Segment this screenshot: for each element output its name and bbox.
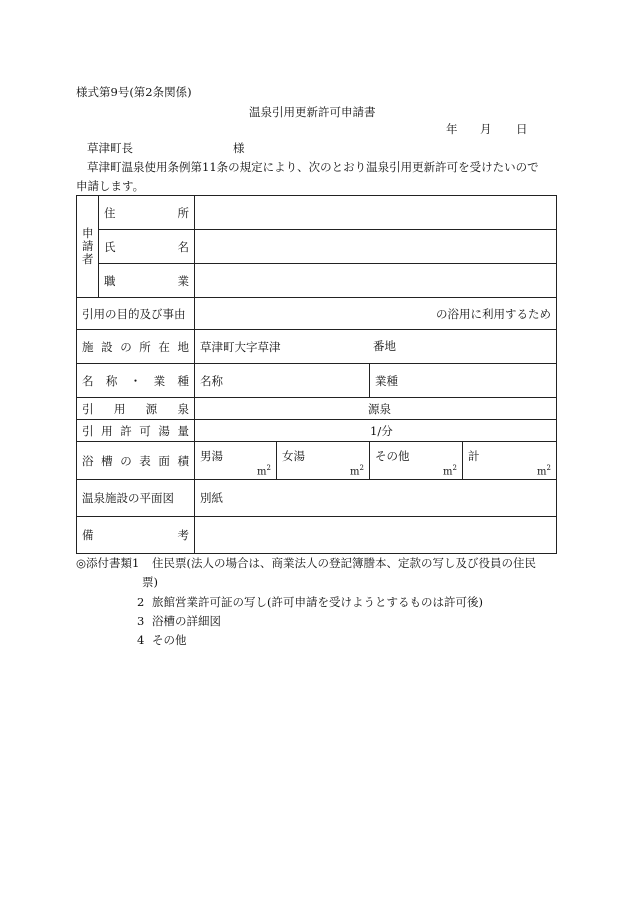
unit-text: m bbox=[537, 466, 547, 477]
volume-value: 1/分 bbox=[370, 423, 393, 438]
name-label-a: 氏 bbox=[104, 239, 116, 254]
attachments-heading: ◎添付書類1 bbox=[76, 556, 140, 570]
attachment-3-num: 3 bbox=[137, 614, 145, 628]
volume-char-6: 量 bbox=[177, 423, 189, 438]
purpose-label: 引用の目的及び事由 bbox=[77, 298, 195, 330]
bath-total-cell[interactable] bbox=[463, 442, 557, 480]
name-label-b: 名 bbox=[177, 239, 189, 254]
bath-men-label: 男湯 bbox=[200, 449, 223, 463]
bath-char-5: 面 bbox=[158, 453, 170, 468]
facility-type-label: 業種 bbox=[375, 373, 398, 388]
volume-label-cell bbox=[77, 420, 195, 442]
location-value: 草津町大字草津 bbox=[200, 339, 281, 354]
volume-row bbox=[77, 420, 557, 442]
name-type-char-4: 業 bbox=[153, 373, 166, 388]
unit-text: m bbox=[443, 466, 453, 477]
bath-women-unit bbox=[350, 464, 364, 477]
unit-sup: 2 bbox=[359, 463, 364, 472]
name-type-label-cell bbox=[77, 364, 195, 398]
bath-area-label-cell bbox=[77, 442, 195, 480]
applicant-occupation-row bbox=[77, 264, 557, 298]
bath-char-6: 積 bbox=[177, 453, 189, 468]
attachment-4-text: その他 bbox=[152, 633, 187, 647]
volume-value-cell[interactable] bbox=[195, 420, 557, 442]
remarks-label-cell bbox=[77, 517, 195, 554]
volume-char-1: 引 bbox=[82, 423, 94, 438]
unit-sup: 2 bbox=[546, 463, 551, 472]
applicant-address-row bbox=[77, 196, 557, 230]
name-type-char-1: 名 bbox=[82, 373, 94, 388]
attachment-2-num: 2 bbox=[137, 595, 145, 609]
bath-char-3: の bbox=[120, 453, 132, 468]
unit-text: m bbox=[257, 466, 267, 477]
remarks-char-2: 考 bbox=[177, 528, 189, 542]
date-day: 日 bbox=[516, 122, 528, 136]
facility-name-label: 名称 bbox=[200, 373, 223, 388]
location-label-cell bbox=[77, 330, 195, 364]
facility-type-cell[interactable] bbox=[370, 364, 557, 398]
date-year: 年 bbox=[446, 122, 458, 136]
applicant-label-char-1: 申 bbox=[82, 225, 94, 240]
attachment-3-text: 浴槽の詳細図 bbox=[152, 614, 221, 628]
remarks-input[interactable] bbox=[195, 517, 557, 554]
address-label-cell bbox=[99, 196, 195, 230]
facility-name-cell[interactable] bbox=[195, 364, 370, 398]
occupation-label-cell bbox=[99, 264, 195, 298]
name-type-char-3: ・ bbox=[129, 373, 142, 388]
location-char-5: 在 bbox=[158, 339, 170, 354]
source-char-3: 源 bbox=[145, 401, 158, 416]
occupation-label-b: 業 bbox=[177, 273, 189, 288]
volume-label bbox=[82, 423, 189, 439]
volume-char-3: 許 bbox=[120, 423, 132, 438]
location-char-1: 施 bbox=[82, 339, 94, 354]
bath-men-unit bbox=[257, 464, 271, 477]
source-value-cell[interactable] bbox=[195, 398, 557, 420]
lot-label: 番地 bbox=[373, 339, 396, 353]
intro-line-1: 草津町温泉使用条例第11条の規定により、次のとおり温泉引用更新許可を受けたいので bbox=[87, 160, 539, 174]
applicant-label-char-2: 請 bbox=[82, 238, 94, 253]
location-value-cell[interactable] bbox=[195, 330, 557, 364]
name-type-label bbox=[82, 373, 189, 389]
bath-men-cell[interactable] bbox=[195, 442, 277, 480]
source-row bbox=[77, 398, 557, 420]
floor-plan-value[interactable]: 別紙 bbox=[195, 480, 557, 517]
address-label-b: 所 bbox=[177, 205, 189, 220]
bath-area-row bbox=[77, 442, 557, 480]
form-number: 様式第9号(第2条関係) bbox=[76, 85, 192, 99]
applicant-label-char-3: 者 bbox=[82, 252, 94, 267]
bath-total-label: 計 bbox=[468, 449, 480, 463]
attachment-1-text: 住民票(法人の場合は、商業法人の登記簿謄本、定款の写し及び役員の住民 bbox=[152, 556, 536, 570]
applicant-name-row bbox=[77, 230, 557, 264]
source-char-2: 用 bbox=[113, 401, 126, 416]
volume-char-2: 用 bbox=[101, 423, 113, 438]
bath-women-cell[interactable] bbox=[277, 442, 370, 480]
name-type-char-5: 種 bbox=[177, 373, 189, 388]
remarks-label bbox=[82, 527, 189, 543]
intro-line-2: 申請します。 bbox=[76, 179, 145, 193]
remarks-row bbox=[77, 517, 557, 554]
form-title: 温泉引用更新許可申請書 bbox=[249, 105, 376, 119]
unit-text: m bbox=[350, 466, 360, 477]
occupation-label-a: 職 bbox=[104, 273, 116, 288]
purpose-value[interactable]: の浴用に利用するため bbox=[195, 298, 557, 330]
location-char-6: 地 bbox=[177, 339, 189, 354]
address-label-a: 住 bbox=[104, 205, 116, 220]
source-char-1: 引 bbox=[82, 401, 94, 416]
source-label bbox=[82, 401, 189, 417]
addressee-name: 草津町長 bbox=[87, 141, 133, 155]
attachment-1-cont: 票) bbox=[142, 575, 158, 589]
address-input[interactable] bbox=[195, 196, 557, 230]
volume-char-4: 可 bbox=[139, 423, 151, 438]
unit-sup: 2 bbox=[452, 463, 457, 472]
bath-women-label: 女湯 bbox=[282, 449, 305, 463]
bath-char-4: 表 bbox=[139, 453, 151, 468]
bath-other-label: その他 bbox=[375, 449, 410, 463]
floor-plan-row bbox=[77, 480, 557, 517]
location-row bbox=[77, 330, 557, 364]
attachment-4-num: 4 bbox=[137, 633, 145, 647]
applicant-group-label bbox=[77, 196, 99, 298]
date-month: 月 bbox=[480, 122, 492, 136]
name-type-char-2: 称 bbox=[105, 373, 118, 388]
attachment-2-text: 旅館営業許可証の写し(許可申請を受けようとするものは許可後) bbox=[152, 595, 483, 609]
unit-sup: 2 bbox=[266, 463, 271, 472]
addressee-honorific: 様 bbox=[233, 141, 245, 155]
location-char-4: 所 bbox=[139, 339, 151, 354]
location-char-2: 設 bbox=[101, 339, 113, 354]
application-table bbox=[76, 195, 557, 554]
occupation-input[interactable] bbox=[195, 264, 557, 298]
bath-char-2: 槽 bbox=[101, 453, 113, 468]
remarks-char-1: 備 bbox=[82, 528, 94, 542]
purpose-row bbox=[77, 298, 557, 330]
volume-char-5: 湯 bbox=[158, 423, 170, 438]
source-value: 源泉 bbox=[368, 401, 391, 416]
location-label bbox=[82, 339, 189, 355]
source-char-4: 泉 bbox=[177, 401, 189, 416]
location-char-3: の bbox=[120, 339, 132, 354]
bath-area-label bbox=[82, 453, 189, 469]
floor-plan-label: 温泉施設の平面図 bbox=[77, 480, 195, 517]
name-type-row bbox=[77, 364, 557, 398]
bath-other-unit bbox=[443, 464, 457, 477]
bath-total-unit bbox=[537, 464, 551, 477]
name-label-cell bbox=[99, 230, 195, 264]
name-input[interactable] bbox=[195, 230, 557, 264]
bath-other-cell[interactable] bbox=[370, 442, 463, 480]
bath-char-1: 浴 bbox=[82, 453, 94, 468]
source-label-cell bbox=[77, 398, 195, 420]
